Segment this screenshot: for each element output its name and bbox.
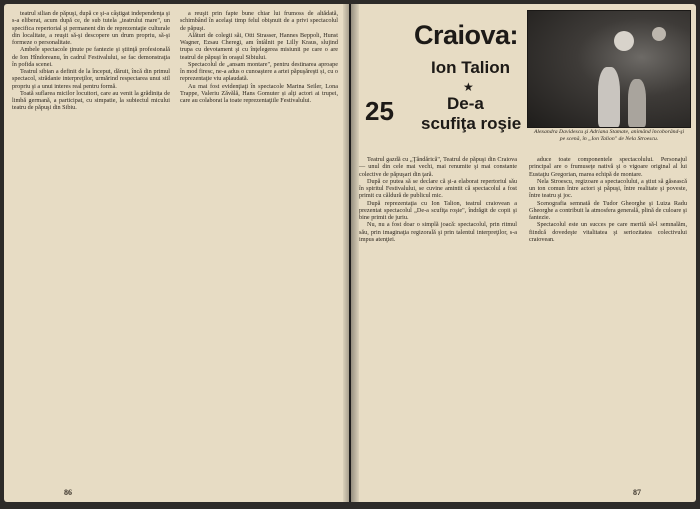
puppet-head [652, 27, 666, 41]
puppet-head [614, 31, 634, 51]
paragraph: Ambele spectacole ţinute pe fantezie şi ştiinţă profesională de Ion Hîndoreanu, în cadrul Festivalului, se fac demonstraţia în pofida scenei. [12, 46, 170, 68]
right-column-1 [359, 156, 517, 243]
paragraph: Teatrul sibian a definit de la început, dăruit, încă din primul spectacol, strădanie interpreţilor, urmărind respectarea unui stil propriu şi a unui interes real pentru formă. [12, 68, 170, 90]
page-number-right: 87 [633, 488, 641, 497]
paragraph: Alături de colegii săi, Otti Strasser, Hannes Beppoli, Hunst Wagner, Ezsau Cheregi, am întâlnit pe Lilly Kraus, slujind trupa cu devotament şi cu înţelegerea misiunii pe care o are teatrul de păpuşi în oraşul Sibiului. [180, 31, 338, 61]
paragraph: Scenografia semnată de Tudor Gheorghe şi Luiza Radu Gheorghe a contribuit la atmosfera generală, plină de culoare şi fantezie. [529, 199, 687, 221]
paragraph: a reuşit prin fapte bune chiar lui frumoss de altădată, schimbând în acelaşi timp felul obişnuit de a privi spectacolul de păpuşi. [180, 10, 338, 32]
stage-photo [527, 10, 691, 128]
book-gutter [343, 4, 359, 502]
article-number: 25 [365, 96, 394, 126]
paragraph: aduce toate componentele spectacolului. Personajul principal are o frumuseţe nativă şi o vigoare original al lui Eustaţiu Gregorian, marea echipă de montare. [529, 156, 687, 178]
paragraph: Spectacolul de „ansam montare", pentru destinarea aproape în mod firesc, ne-a adus o cunoaştere a artei păpuşăreşti și, cu o reprezentaţie viu aplaudată. [180, 60, 338, 83]
paragraph: Spectacolul este un succes pe care merită să-l semnalăm, fiindcă dovedeşte vitalitatea şi seriozitatea colectivului craiovean. [529, 221, 687, 243]
article-title-line3: scufiţa roşie [421, 114, 522, 133]
paragraph: Nela Stroescu, regizoare a spectacolului, a ştiut să găsească un ton comun între actori şi păpuşi, între realitate şi poveste, între teatru şi joc. [529, 177, 687, 200]
article-title-line1: Ion Talion [431, 58, 511, 77]
page-number-left: 86 [64, 488, 72, 497]
paragraph: După ce putea să se declare că şi-a elaborat repertoriul său în spiritul Festivalului, se cuvine amintit că spectacolul a fost primit cu căldură de publicul mic. [359, 177, 517, 200]
article-title-city: Craiova: [414, 20, 519, 50]
paragraph: teatrul silian de păpuşi, după ce şi-a câştigat independenţa şi s-a eliberat, acum după ce, de sub tutela „teatrului mare", un specifica repertorial şi permanent din de reprezentaţie culturale din localitate, a reuşit să-şi descopere un drum propriu, să-şi formeze o personalitate. [12, 10, 170, 46]
photo-caption: Alexandra Davidescu şi Adriana Stamate, animând încoborând-şi pe scenă, în „Ion Talion" de Nela Stroescu. [533, 129, 685, 142]
puppet-figure [628, 79, 646, 127]
right-page [351, 4, 696, 502]
puppet-figure [598, 67, 620, 127]
paragraph: Teatrul gazdă cu „Ţăndărică", Teatrul de păpuşi din Craiova — unul din cele mai vechi, mai renumite şi mai constante colective de păpuşari din ţară. [359, 156, 517, 178]
article-header [359, 10, 527, 142]
left-column-1 [12, 10, 170, 112]
paragraph: Nu, nu a fost doar o simplă joacă: spectacolul, prin ritmul său, prin imaginaţia regizorală şi prin talentul interpreţilor, s-a impus atenţiei. [359, 221, 517, 243]
paragraph: Au mai fost evidenţiaţi în spectacole Marina Seiler, Lona Trappe, Valeriu Zăvălă, Hans Gomuter și alţi actori ai trupei, care au colaborat la toate reprezentaţiile Festivalului. [180, 82, 338, 104]
right-column-2 [529, 156, 687, 243]
article-title-line2: De-a [447, 94, 484, 113]
paragraph: Toată suflarea micilor locuitori, care au venit la grădinița de limbă germană, a participat, cu simpatie, la subiectul micului teatru de păpuşi din Sibiu. [12, 89, 170, 112]
paragraph: După reprezentaţia cu Ion Talion, teatrul craiovean a prezentat spectacolul „De-a scufiţa roşie", îndrăgit de copii şi bine primit de juriu. [359, 199, 517, 221]
left-page [4, 4, 349, 502]
star-icon: ★ [463, 80, 474, 94]
left-column-2 [180, 10, 338, 104]
